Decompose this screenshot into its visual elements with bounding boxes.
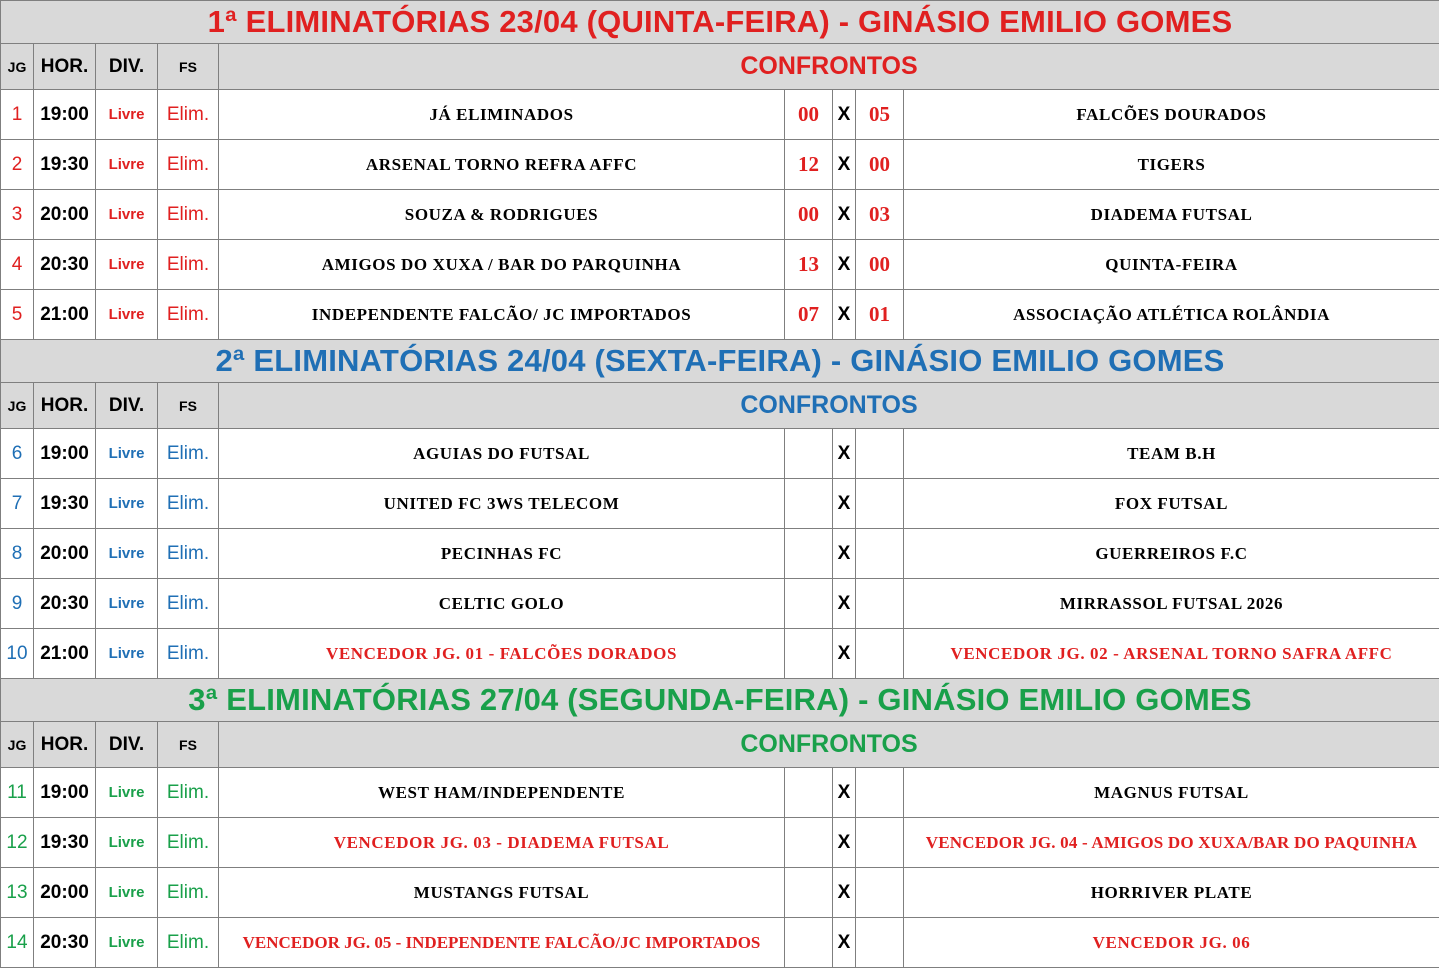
game-row — [1, 918, 1439, 968]
versus-mark: X — [833, 818, 856, 868]
home-score — [785, 868, 833, 918]
away-score: 00 — [856, 140, 904, 190]
section-title-row — [1, 1, 1439, 44]
away-team: VENCEDOR JG. 04 - AMIGOS DO XUXA/BAR DO PAQUINHA — [904, 818, 1439, 868]
game-time: 20:30 — [34, 579, 96, 629]
game-time: 20:00 — [34, 868, 96, 918]
away-team: TIGERS — [904, 140, 1439, 190]
home-team: JÁ ELIMINADOS — [219, 90, 785, 140]
header-hor: HOR. — [34, 722, 96, 768]
away-score: 05 — [856, 90, 904, 140]
game-number: 7 — [1, 479, 34, 529]
game-number: 12 — [1, 818, 34, 868]
game-row — [1, 90, 1439, 140]
section-title: 2ª ELIMINATÓRIAS 24/04 (SEXTA-FEIRA) - GINÁSIO EMILIO GOMES — [1, 340, 1439, 383]
away-team: ASSOCIAÇÃO ATLÉTICA ROLÂNDIA — [904, 290, 1439, 340]
away-score: 03 — [856, 190, 904, 240]
game-time: 20:00 — [34, 190, 96, 240]
game-phase: Elim. — [158, 429, 219, 479]
header-div: DIV. — [96, 722, 158, 768]
header-hor: HOR. — [34, 383, 96, 429]
game-row — [1, 290, 1439, 340]
game-phase: Elim. — [158, 579, 219, 629]
game-time: 19:30 — [34, 818, 96, 868]
section-title: 1ª ELIMINATÓRIAS 23/04 (QUINTA-FEIRA) - GINÁSIO EMILIO GOMES — [1, 1, 1439, 44]
header-div: DIV. — [96, 383, 158, 429]
game-row — [1, 190, 1439, 240]
game-phase: Elim. — [158, 918, 219, 968]
game-row — [1, 140, 1439, 190]
game-number: 4 — [1, 240, 34, 290]
header-hor: HOR. — [34, 44, 96, 90]
away-team: TEAM B.H — [904, 429, 1439, 479]
game-number: 14 — [1, 918, 34, 968]
versus-mark: X — [833, 240, 856, 290]
home-score — [785, 479, 833, 529]
away-score — [856, 918, 904, 968]
away-team: VENCEDOR JG. 02 - ARSENAL TORNO SAFRA AFFC — [904, 629, 1439, 679]
versus-mark: X — [833, 290, 856, 340]
game-row — [1, 579, 1439, 629]
home-score: 00 — [785, 190, 833, 240]
home-score — [785, 818, 833, 868]
game-phase: Elim. — [158, 529, 219, 579]
away-score: 01 — [856, 290, 904, 340]
game-phase: Elim. — [158, 240, 219, 290]
away-team: VENCEDOR JG. 06 — [904, 918, 1439, 968]
home-team: VENCEDOR JG. 03 - DIADEMA FUTSAL — [219, 818, 785, 868]
home-score — [785, 768, 833, 818]
game-time: 19:30 — [34, 479, 96, 529]
game-row — [1, 479, 1439, 529]
game-number: 5 — [1, 290, 34, 340]
game-division: Livre — [96, 529, 158, 579]
game-phase: Elim. — [158, 479, 219, 529]
away-score — [856, 868, 904, 918]
home-team: AGUIAS DO FUTSAL — [219, 429, 785, 479]
game-division: Livre — [96, 918, 158, 968]
away-score — [856, 768, 904, 818]
game-time: 19:00 — [34, 429, 96, 479]
game-phase: Elim. — [158, 90, 219, 140]
home-score — [785, 918, 833, 968]
header-fs: FS — [158, 44, 219, 90]
game-row — [1, 629, 1439, 679]
home-team: ARSENAL TORNO REFRA AFFC — [219, 140, 785, 190]
header-fs: FS — [158, 383, 219, 429]
game-phase: Elim. — [158, 868, 219, 918]
away-score: 00 — [856, 240, 904, 290]
away-team: FOX FUTSAL — [904, 479, 1439, 529]
game-division: Livre — [96, 90, 158, 140]
game-number: 8 — [1, 529, 34, 579]
home-team: UNITED FC 3WS TELECOM — [219, 479, 785, 529]
game-division: Livre — [96, 868, 158, 918]
home-score: 00 — [785, 90, 833, 140]
column-header-row — [1, 383, 1439, 429]
home-score — [785, 429, 833, 479]
game-time: 20:30 — [34, 240, 96, 290]
away-score — [856, 579, 904, 629]
away-team: QUINTA-FEIRA — [904, 240, 1439, 290]
game-division: Livre — [96, 579, 158, 629]
game-division: Livre — [96, 290, 158, 340]
versus-mark: X — [833, 629, 856, 679]
column-header-row — [1, 44, 1439, 90]
game-number: 3 — [1, 190, 34, 240]
home-score — [785, 629, 833, 679]
game-division: Livre — [96, 190, 158, 240]
home-score: 12 — [785, 140, 833, 190]
header-confrontos: CONFRONTOS — [219, 44, 1439, 90]
versus-mark: X — [833, 768, 856, 818]
game-time: 19:30 — [34, 140, 96, 190]
versus-mark: X — [833, 868, 856, 918]
game-row — [1, 529, 1439, 579]
game-phase: Elim. — [158, 290, 219, 340]
versus-mark: X — [833, 918, 856, 968]
game-division: Livre — [96, 429, 158, 479]
versus-mark: X — [833, 479, 856, 529]
game-time: 21:00 — [34, 629, 96, 679]
column-header-row — [1, 722, 1439, 768]
home-team: WEST HAM/INDEPENDENTE — [219, 768, 785, 818]
away-score — [856, 479, 904, 529]
away-team: FALCÕES DOURADOS — [904, 90, 1439, 140]
game-division: Livre — [96, 479, 158, 529]
away-score — [856, 429, 904, 479]
home-team: VENCEDOR JG. 05 - INDEPENDENTE FALCÃO/JC IMPORTADOS — [219, 918, 785, 968]
game-phase: Elim. — [158, 190, 219, 240]
versus-mark: X — [833, 90, 856, 140]
game-division: Livre — [96, 240, 158, 290]
game-row — [1, 868, 1439, 918]
game-number: 10 — [1, 629, 34, 679]
game-time: 19:00 — [34, 768, 96, 818]
game-time: 19:00 — [34, 90, 96, 140]
away-score — [856, 529, 904, 579]
away-score — [856, 629, 904, 679]
home-team: VENCEDOR JG. 01 - FALCÕES DORADOS — [219, 629, 785, 679]
game-division: Livre — [96, 140, 158, 190]
game-time: 20:30 — [34, 918, 96, 968]
game-number: 13 — [1, 868, 34, 918]
versus-mark: X — [833, 190, 856, 240]
game-row — [1, 240, 1439, 290]
game-row — [1, 429, 1439, 479]
home-score — [785, 529, 833, 579]
header-confrontos: CONFRONTOS — [219, 722, 1439, 768]
game-time: 21:00 — [34, 290, 96, 340]
versus-mark: X — [833, 529, 856, 579]
section-title: 3ª ELIMINATÓRIAS 27/04 (SEGUNDA-FEIRA) - GINÁSIO EMILIO GOMES — [1, 679, 1439, 722]
home-score: 07 — [785, 290, 833, 340]
game-phase: Elim. — [158, 768, 219, 818]
game-phase: Elim. — [158, 629, 219, 679]
away-team: GUERREIROS F.C — [904, 529, 1439, 579]
versus-mark: X — [833, 140, 856, 190]
header-jg: JG — [1, 722, 34, 768]
versus-mark: X — [833, 579, 856, 629]
versus-mark: X — [833, 429, 856, 479]
away-team: HORRIVER PLATE — [904, 868, 1439, 918]
header-jg: JG — [1, 44, 34, 90]
section-title-row — [1, 679, 1439, 722]
game-row — [1, 818, 1439, 868]
home-team: MUSTANGS FUTSAL — [219, 868, 785, 918]
game-number: 11 — [1, 768, 34, 818]
home-team: SOUZA & RODRIGUES — [219, 190, 785, 240]
away-score — [856, 818, 904, 868]
game-number: 6 — [1, 429, 34, 479]
home-team: INDEPENDENTE FALCÃO/ JC IMPORTADOS — [219, 290, 785, 340]
header-jg: JG — [1, 383, 34, 429]
home-team: PECINHAS FC — [219, 529, 785, 579]
game-number: 2 — [1, 140, 34, 190]
game-division: Livre — [96, 818, 158, 868]
section-title-row — [1, 340, 1439, 383]
header-div: DIV. — [96, 44, 158, 90]
game-division: Livre — [96, 768, 158, 818]
game-phase: Elim. — [158, 818, 219, 868]
home-score — [785, 579, 833, 629]
away-team: MAGNUS FUTSAL — [904, 768, 1439, 818]
game-time: 20:00 — [34, 529, 96, 579]
header-fs: FS — [158, 722, 219, 768]
game-phase: Elim. — [158, 140, 219, 190]
away-team: MIRRASSOL FUTSAL 2026 — [904, 579, 1439, 629]
home-team: CELTIC GOLO — [219, 579, 785, 629]
game-row — [1, 768, 1439, 818]
game-number: 1 — [1, 90, 34, 140]
game-number: 9 — [1, 579, 34, 629]
game-division: Livre — [96, 629, 158, 679]
home-team: AMIGOS DO XUXA / BAR DO PARQUINHA — [219, 240, 785, 290]
home-score: 13 — [785, 240, 833, 290]
header-confrontos: CONFRONTOS — [219, 383, 1439, 429]
away-team: DIADEMA FUTSAL — [904, 190, 1439, 240]
